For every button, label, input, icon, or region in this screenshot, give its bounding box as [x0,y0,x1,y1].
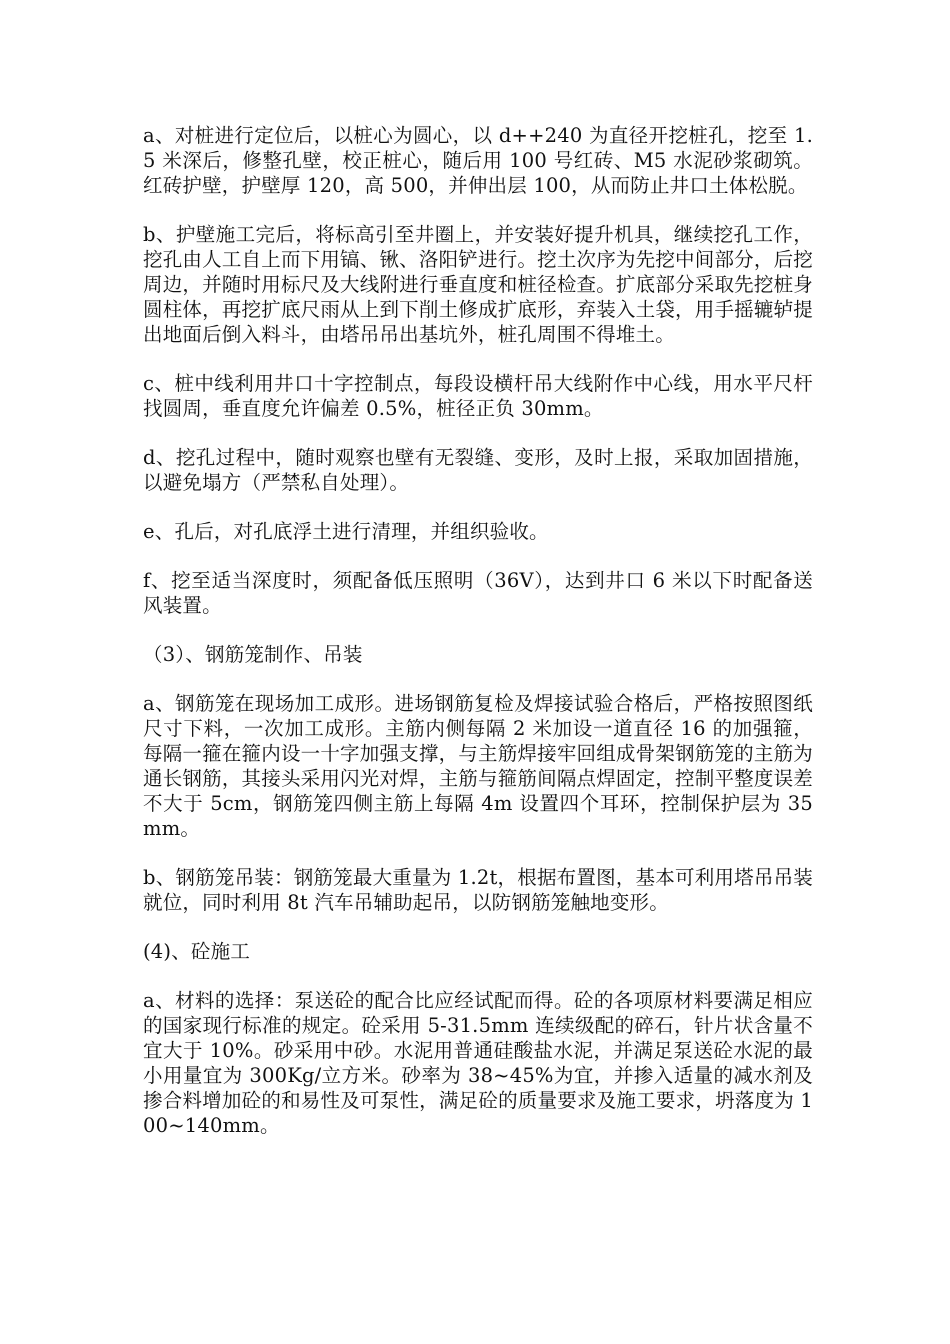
paragraph-material-selection: a、材料的选择：泵送砼的配合比应经试配而得。砼的各项原材料要满足相应的国家现行标准的规定。砼采用 5-31.5mm 连续级配的碎石，针片状含量不宜大于 10%。砂采用中砂。水泥用普通硅酸盐水泥，并满足泵送砼水泥的最小用量宜为 300Kg/立方米。砂率为 38~45%为宜，并掺入适量的减水剂及掺合料增加砼的和易性及可泵性，满足砼的质量要求及施工要求，坍落度为 100~140mm。 [143,989,813,1137]
paragraph-lighting: f、挖至适当深度时，须配备低压照明（36V），达到井口 6 米以下时配备送风装置。 [143,569,813,617]
paragraph-pile-positioning: a、对桩进行定位后，以桩心为圆心，以 d++240 为直径开挖桩孔，挖至 1.5 米深后，修整孔壁，校正桩心，随后用 100 号红砖、M5 水泥砂浆砌筑。红砖护壁，护壁厚 120，高 500，并伸出层 100，从而防止井口土体松脱。 [143,124,813,197]
paragraph-observation: d、挖孔过程中，随时观察也壁有无裂缝、变形，及时上报，采取加固措施，以避免塌方（严禁私自处理）。 [143,446,813,494]
paragraph-cleanup: e、孔后，对孔底浮土进行清理，并组织验收。 [143,520,549,543]
paragraph-rebar-fabrication: a、钢筋笼在现场加工成形。进场钢筋复检及焊接试验合格后，严格按照图纸尺寸下料，一次加工成形。主筋内侧每隔 2 米加设一道直径 16 的加强箍，每隔一箍在箍内设一十字加强支撑，与主筋焊接牢回组成骨架钢筋笼的主筋为通长钢筋，其接头采用闪光对焊，主筋与箍筋间隔点焊固定，控制平整度误差不大于 5cm，钢筋笼四侧主筋上每隔 4m 设置四个耳环，控制保护层为 35mm。 [143,692,813,840]
document-body [143,123,813,1162]
section-heading-rebar-cage: （3）、钢筋笼制作、吊装 [143,643,363,666]
section-heading-concrete: (4)、砼施工 [143,940,251,963]
paragraph-center-line: c、桩中线利用井口十字控制点，每段设横杆吊大线附作中心线，用水平尺杆找圆周，垂直度允许偏差 0.5%，桩径正负 30mm。 [143,372,813,420]
paragraph-wall-protection: b、护壁施工完后，将标高引至井圈上，并安装好提升机具，继续挖孔工作，挖孔由人工自上而下用镐、锹、洛阳铲进行。挖土次序为先挖中间部分，后挖周边，并随时用标尺及大线附进行垂直度和桩径检查。扩底部分采取先挖桩身圆柱体，再挖扩底尺雨从上到下削土修成扩底形，弃装入土袋，用手摇辘轳提出地面后倒入料斗，由塔吊吊出基坑外，桩孔周围不得堆土。 [143,223,813,346]
paragraph-rebar-hoisting: b、钢筋笼吊装：钢筋笼最大重量为 1.2t，根据布置图，基本可利用塔吊吊装就位，同时利用 8t 汽车吊辅助起吊，以防钢筋笼触地变形。 [143,866,813,914]
